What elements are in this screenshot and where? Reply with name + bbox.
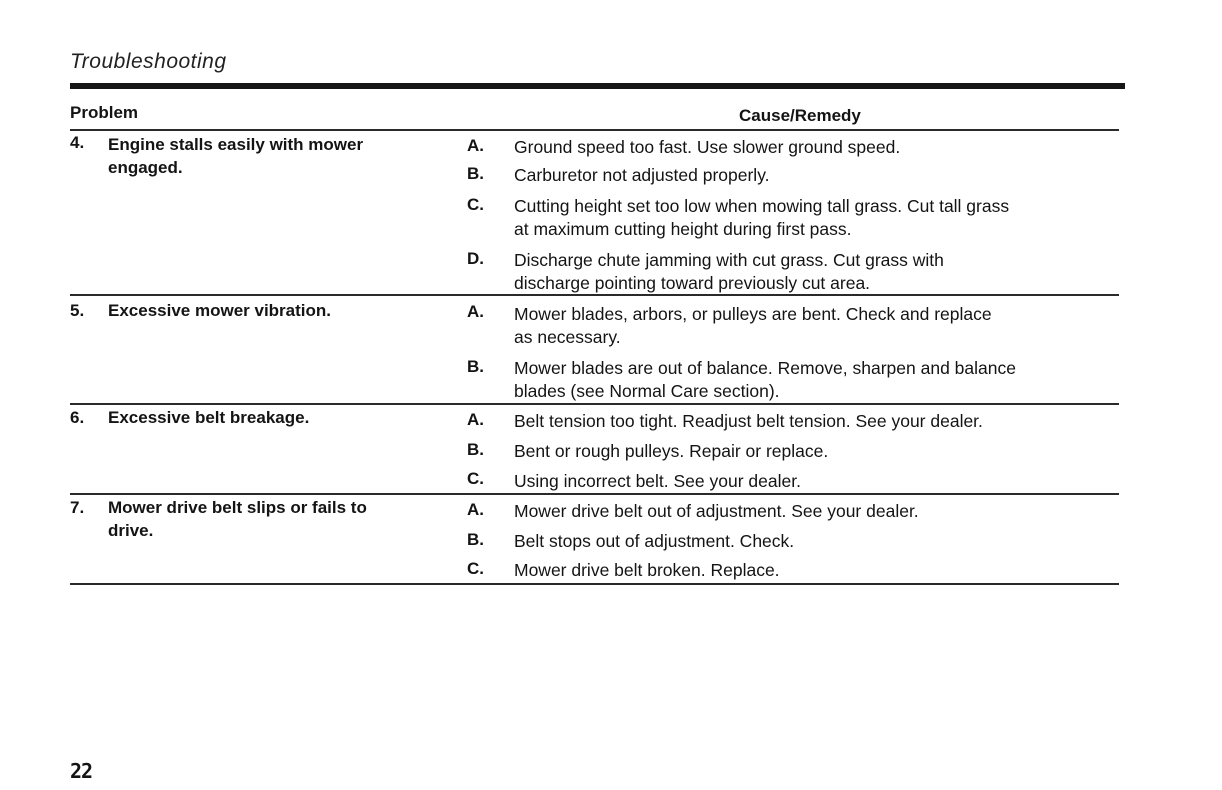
cause-remedy-text [514, 440, 1119, 463]
cause-letter: C. [467, 195, 484, 214]
problem-number: 5. [70, 301, 85, 320]
section-title: Troubleshooting [70, 50, 227, 73]
cause-remedy-text [514, 249, 1119, 295]
cause-line: Belt tension too tight. Readjust belt tension. See your dealer. [514, 411, 983, 431]
cause-letter: B. [467, 164, 484, 183]
cause-line: Mower blades are out of balance. Remove, sharpen and balance [514, 358, 1016, 378]
problem-column-header: Problem [70, 103, 139, 122]
cause-line: Mower blades, arbors, or pulleys are bent. Check and replace [514, 304, 992, 324]
cause-remedy-text [514, 410, 1119, 433]
cause-remedy-text [514, 470, 1119, 493]
header-divider [70, 129, 1119, 131]
cause-line: blades (see Normal Care section). [514, 381, 780, 401]
cause-line: Bent or rough pulleys. Repair or replace. [514, 441, 829, 461]
problem-description: Excessive belt breakage. [108, 408, 310, 427]
problem-number: 4. [70, 133, 85, 152]
cause-line: Ground speed too fast. Use slower ground speed. [514, 137, 901, 157]
cause-remedy-text [514, 530, 1119, 553]
cause-letter: B. [467, 440, 484, 459]
cause-line: Discharge chute jamming with cut grass. Cut grass with [514, 250, 944, 270]
cause-remedy-text [514, 559, 1119, 582]
cause-letter: C. [467, 559, 484, 578]
cause-line: Carburetor not adjusted properly. [514, 165, 770, 185]
problem-description: Excessive mower vibration. [108, 301, 331, 320]
cause-letter: C. [467, 469, 484, 488]
cause-letter: A. [467, 410, 484, 429]
cause-line: Mower drive belt broken. Replace. [514, 560, 780, 580]
cause-line: Belt stops out of adjustment. Check. [514, 531, 795, 551]
cause-letter: A. [467, 136, 484, 155]
cause-letter: B. [467, 530, 484, 549]
cause-letter: D. [467, 249, 484, 268]
cause-remedy-text [514, 357, 1119, 403]
cause-line: Cutting height set too low when mowing tall grass. Cut tall grass [514, 196, 1010, 216]
row-divider [70, 493, 1119, 495]
cause-remedy-text [514, 164, 1119, 187]
cause-remedy-text [514, 500, 1119, 523]
row-divider [70, 294, 1119, 296]
page-number: 22 [70, 759, 93, 783]
cause-line: as necessary. [514, 327, 621, 347]
cause-remedy-text [514, 195, 1119, 241]
cause-remedy-column-header: Cause/Remedy [739, 106, 861, 125]
cause-remedy-text [514, 136, 1119, 159]
title-rule [70, 83, 1125, 89]
cause-line: at maximum cutting height during first pass. [514, 219, 852, 239]
cause-letter: B. [467, 357, 484, 376]
cause-letter: A. [467, 302, 484, 321]
cause-line: Mower drive belt out of adjustment. See your dealer. [514, 501, 919, 521]
row-divider [70, 403, 1119, 405]
problem-description: Mower drive belt slips or fails to drive. [108, 498, 367, 540]
problem-number: 6. [70, 408, 85, 427]
cause-line: discharge pointing toward previously cut area. [514, 273, 871, 293]
row-divider [70, 583, 1119, 585]
problem-number: 7. [70, 498, 85, 517]
cause-line: Using incorrect belt. See your dealer. [514, 471, 801, 491]
cause-remedy-text [514, 303, 1119, 349]
cause-letter: A. [467, 500, 484, 519]
problem-description: Engine stalls easily with mower engaged. [108, 135, 364, 177]
